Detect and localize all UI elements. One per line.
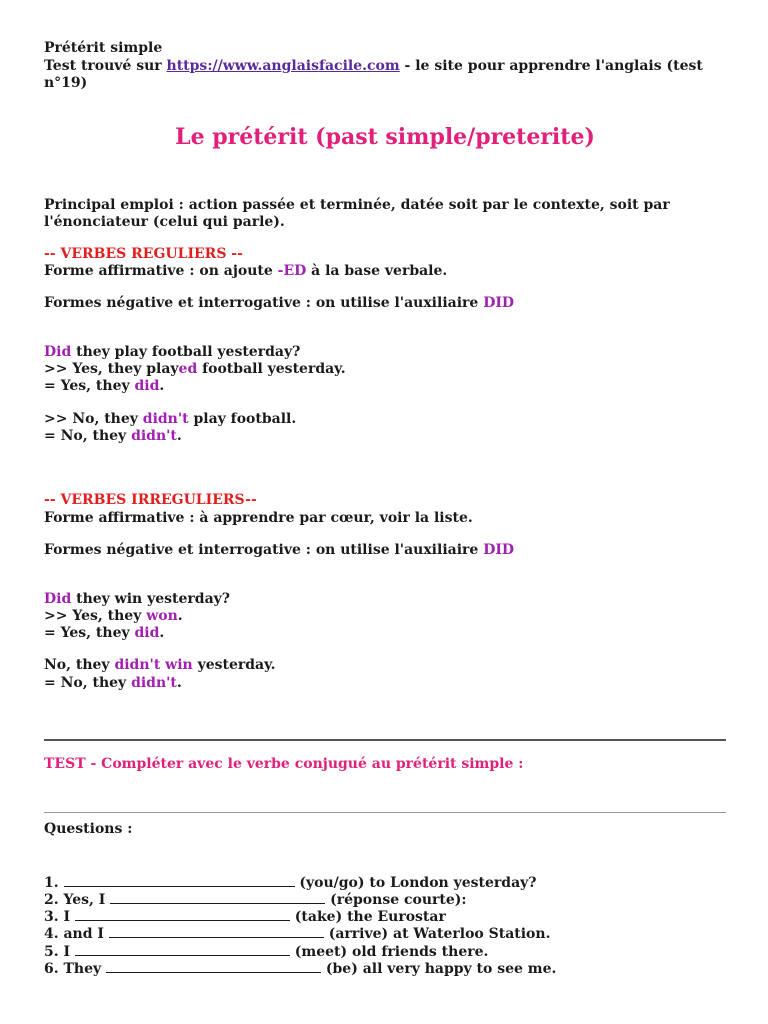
- question-number: 4. and I: [44, 926, 109, 942]
- example-text: >> Yes, they play: [44, 361, 179, 377]
- example-text: football yesterday.: [197, 361, 346, 377]
- question-text: (be) all very happy to see me.: [321, 961, 557, 977]
- header-line-1: [44, 40, 162, 57]
- example-text: No, they: [44, 657, 115, 673]
- didnt-win-keyword: didn't win: [114, 657, 193, 673]
- questions-label: Questions :: [44, 821, 133, 837]
- regular-verbs-heading: -- VERBES REGULIERS --: [44, 246, 243, 262]
- question-item: [44, 908, 446, 926]
- question-item: [44, 960, 556, 978]
- header-source-suffix: - le site pour apprendre l'anglais (test: [399, 58, 703, 74]
- ed-keyword: -ED: [277, 263, 307, 279]
- section-divider-thick: [44, 739, 726, 741]
- header-title-text: Prétérit simple: [44, 40, 163, 56]
- ed-keyword: ed: [178, 361, 198, 377]
- irregular-question: [44, 591, 230, 608]
- irregular-verbs-heading: -- VERBES IRREGULIERS--: [44, 492, 257, 508]
- did-keyword: Did: [44, 591, 72, 607]
- regular-question: [44, 344, 300, 361]
- example-text: play football.: [188, 411, 297, 427]
- question-item: [44, 943, 488, 961]
- header-test-number: n°19): [44, 75, 88, 91]
- example-text: = No, they: [44, 675, 132, 691]
- example-text: = No, they: [44, 428, 132, 444]
- example-text: = Yes, they: [44, 378, 135, 394]
- example-text: they play football yesterday?: [71, 344, 301, 360]
- section-divider-thin: [44, 812, 726, 813]
- question-number: 3. I: [44, 909, 75, 925]
- question-text: (réponse courte):: [325, 892, 467, 908]
- answer-blank[interactable]: [64, 874, 295, 887]
- didnt-keyword: didn't: [131, 428, 177, 444]
- question-text: (meet) old friends there.: [289, 944, 489, 960]
- irregular-negative-rule: [44, 542, 514, 559]
- irregular-answer-2: [44, 625, 164, 642]
- irregular-answer-1: [44, 608, 183, 625]
- example-text: .: [159, 378, 165, 394]
- header-source-prefix: Test trouvé sur: [44, 58, 167, 74]
- header-line-3: [44, 75, 87, 92]
- did-keyword: DID: [483, 295, 515, 311]
- answer-blank[interactable]: [110, 891, 325, 904]
- question-number: 5. I: [44, 944, 75, 960]
- regular-negative-2: [44, 428, 182, 445]
- did-keyword: did: [134, 378, 160, 394]
- regular-answer-1: [44, 361, 346, 378]
- question-text: (take) the Eurostar: [289, 909, 446, 925]
- didnt-keyword: didn't: [142, 411, 189, 427]
- did-keyword: did: [134, 625, 160, 641]
- question-text: (you/go) to London yesterday?: [294, 875, 537, 891]
- regular-negative-1: [44, 411, 296, 428]
- regular-answer-2: [44, 378, 164, 395]
- question-item: [44, 891, 467, 909]
- question-text: (arrive) at Waterloo Station.: [323, 926, 551, 942]
- example-text: .: [159, 625, 165, 641]
- question-number: 6. They: [44, 961, 107, 977]
- example-text: .: [176, 675, 182, 691]
- rule-text: Forme affirmative : on ajoute: [44, 263, 278, 279]
- example-text: they win yesterday?: [71, 591, 230, 607]
- page-title: Le prétérit (past simple/preterite): [175, 124, 595, 150]
- didnt-keyword: didn't: [131, 675, 177, 691]
- irregular-affirmative-rule: Forme affirmative : à apprendre par cœur, voir la liste.: [44, 510, 473, 526]
- rule-text: Formes négative et interrogative : on utilise l'auxiliaire: [44, 542, 484, 558]
- answer-blank[interactable]: [75, 943, 290, 956]
- regular-affirmative-rule: [44, 263, 447, 280]
- regular-negative-rule: [44, 295, 514, 312]
- example-text: .: [177, 608, 183, 624]
- question-item: [44, 874, 536, 892]
- answer-blank[interactable]: [106, 960, 321, 973]
- rule-text: Formes négative et interrogative : on utilise l'auxiliaire: [44, 295, 484, 311]
- question-item: [44, 925, 550, 943]
- intro-line-2: l'énonciateur (celui qui parle).: [44, 214, 285, 230]
- did-keyword: Did: [44, 344, 72, 360]
- example-text: .: [176, 428, 182, 444]
- example-text: yesterday.: [192, 657, 276, 673]
- question-number: 2. Yes, I: [44, 892, 111, 908]
- example-text: >> Yes, they: [44, 608, 147, 624]
- irregular-negative-2: [44, 675, 182, 692]
- rule-text: à la base verbale.: [306, 263, 448, 279]
- answer-blank[interactable]: [75, 908, 290, 921]
- test-heading: TEST - Compléter avec le verbe conjugué au prétérit simple :: [44, 756, 524, 772]
- anglaisfacile-link[interactable]: https://www.anglaisfacile.com: [166, 58, 400, 74]
- example-text: >> No, they: [44, 411, 143, 427]
- won-keyword: won: [146, 608, 178, 624]
- question-number: 1.: [44, 875, 64, 891]
- header-line-2: [44, 58, 703, 75]
- intro-line-1: Principal emploi : action passée et terminée, datée soit par le contexte, soit par: [44, 197, 670, 213]
- irregular-negative-1: [44, 657, 276, 674]
- did-keyword: DID: [483, 542, 515, 558]
- example-text: = Yes, they: [44, 625, 135, 641]
- answer-blank[interactable]: [109, 925, 324, 938]
